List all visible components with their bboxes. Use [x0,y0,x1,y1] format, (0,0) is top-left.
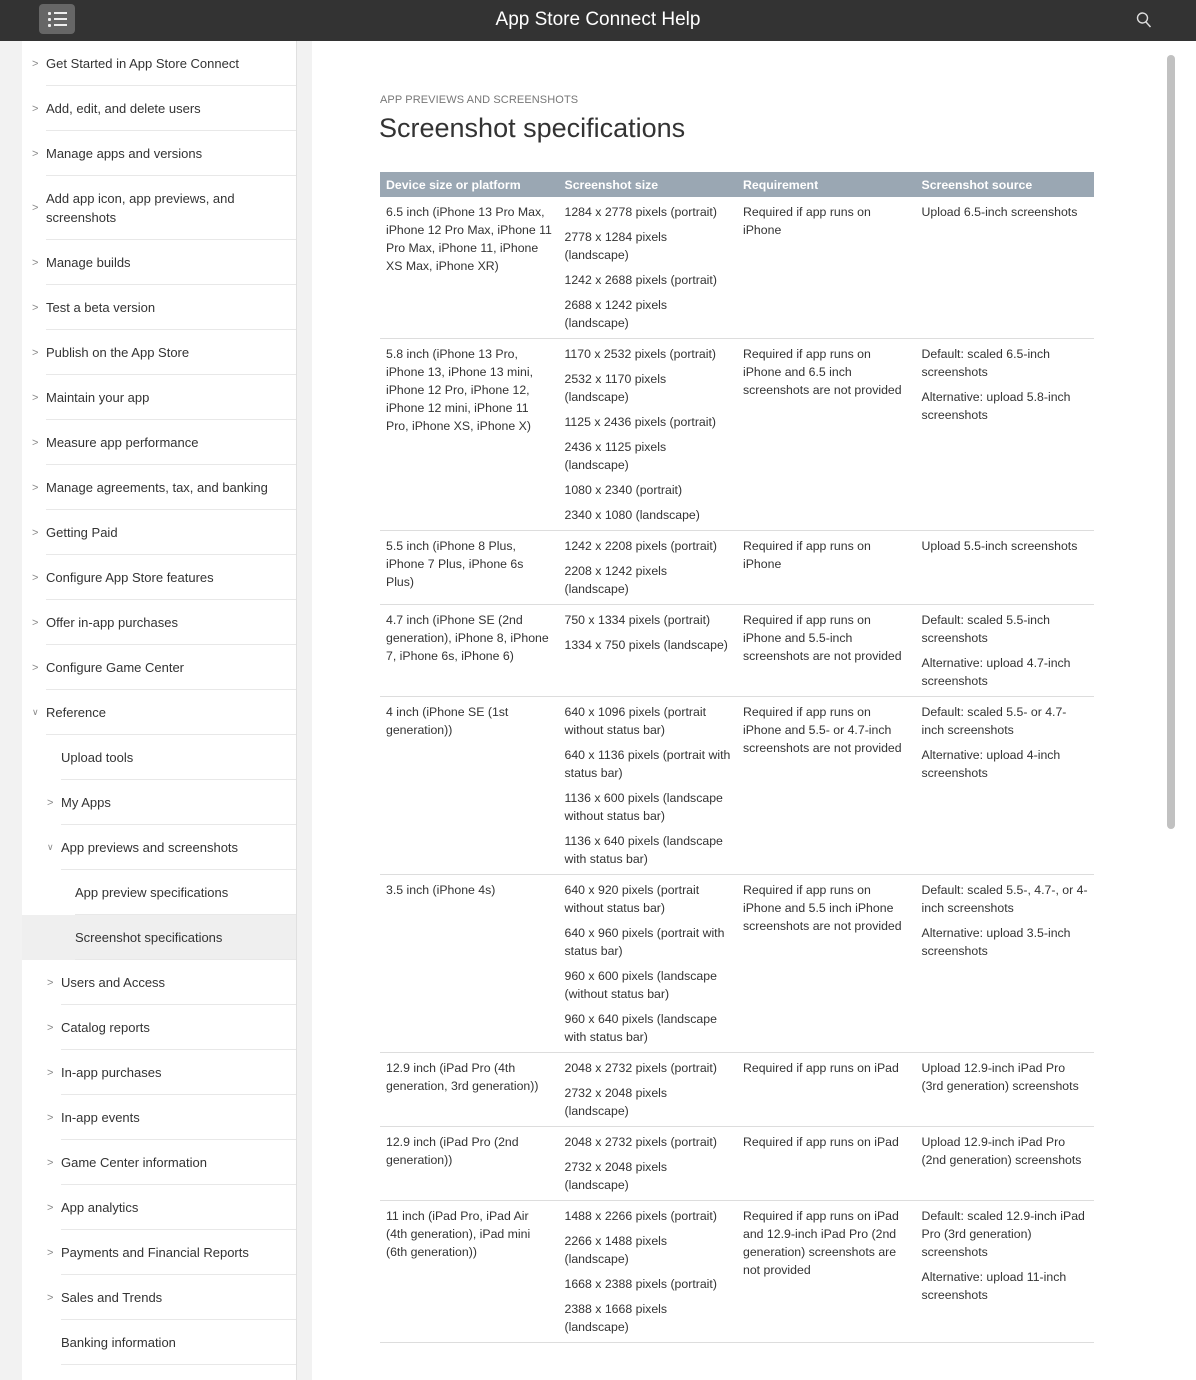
app-title: App Store Connect Help [495,9,701,30]
screenshot-source-cell [916,1053,1095,1127]
requirement-cell: Required if app runs on iPad and 12.9-inch iPad Pro (2nd generation) screenshots are not provided [737,1201,916,1343]
screenshot-size: 2340 x 1080 (landscape) [564,508,700,522]
device-cell: 3.5 inch (iPhone 4s) [380,875,559,1053]
chevron-right-icon: > [32,301,39,314]
chevron-right-icon: > [47,796,54,809]
sidebar-item-manage-builds[interactable] [22,240,296,285]
requirement-cell: Required if app runs on iPhone and 5.5- or 4.7-inch screenshots are not provided [737,697,916,875]
requirement-cell: Required if app runs on iPhone [737,197,916,339]
sidebar-item-my-apps[interactable] [22,780,296,825]
sidebar-nav [22,41,296,1380]
sidebar-item-label: Maintain your app [46,390,150,405]
sidebar-item-offer-in-app-purchases[interactable] [22,600,296,645]
device-cell: 11 inch (iPad Pro, iPad Air (4th generation), iPad mini (6th generation)) [380,1201,559,1343]
sidebar-item-app-previews-and-screenshots[interactable] [22,825,296,870]
sidebar-item-label: My Apps [61,795,111,810]
sidebar-item-label: Configure App Store features [46,570,214,585]
sidebar-item-label: Reference [46,705,106,720]
screenshot-size: 2388 x 1668 pixels (landscape) [564,1302,668,1334]
screenshot-source-cell [916,697,1095,875]
table-row [380,1053,1094,1127]
sidebar-item-add-app-icon-app-previews-and-screenshots[interactable] [22,176,296,240]
screenshot-size: 2688 x 1242 pixels (landscape) [564,298,668,330]
screenshot-size: 2732 x 2048 pixels (landscape) [564,1160,668,1192]
screenshot-source: Default: scaled 5.5-, 4.7-, or 4-inch screenshots [921,883,1088,915]
sidebar-item-upload-tools[interactable] [22,735,296,780]
table-row [380,875,1094,1053]
sidebar-item-payments-and-financial-reports[interactable] [22,1230,296,1275]
chevron-right-icon: > [47,1291,54,1304]
chevron-right-icon: > [47,1246,54,1259]
sidebar-item-test-a-beta-version[interactable] [22,285,296,330]
table-row [380,1201,1094,1343]
screenshot-source: Alternative: upload 4-inch screenshots [921,748,1061,780]
sidebar-item-label: Publish on the App Store [46,345,190,360]
device-cell: 5.5 inch (iPhone 8 Plus, iPhone 7 Plus, iPhone 6s Plus) [380,531,559,605]
screenshot-size: 2532 x 1170 pixels (landscape) [564,372,667,404]
separator [61,1364,296,1365]
requirement-cell: Required if app runs on iPad [737,1053,916,1127]
chevron-right-icon: > [32,526,39,539]
sidebar-item-label: App previews and screenshots [61,840,239,855]
sidebar-item-label: Sales and Trends [61,1290,163,1305]
sidebar-item-measure-app-performance[interactable] [22,420,296,465]
screenshot-size: 750 x 1334 pixels (portrait) [564,613,711,627]
sidebar-item-add-edit-and-delete-users[interactable] [22,86,296,131]
screenshot-size: 2208 x 1242 pixels (landscape) [564,564,668,596]
chevron-right-icon: > [47,976,54,989]
requirement-cell: Required if app runs on iPhone and 6.5 inch screenshots are not provided [737,339,916,531]
requirement-cell: Required if app runs on iPad [737,1127,916,1201]
sidebar-item-label: Getting Paid [46,525,118,540]
screenshot-size: 1125 x 2436 pixels (portrait) [564,415,717,429]
top-bar [0,0,1196,41]
sidebar-item-reference[interactable] [22,690,296,735]
screenshot-size-cell [559,605,738,697]
table-header-row [380,172,1094,197]
divider [296,41,312,1380]
screenshot-size: 1170 x 2532 pixels (portrait) [564,347,717,361]
screenshot-size-cell [559,875,738,1053]
table-row [380,697,1094,875]
screenshot-source: Default: scaled 12.9-inch iPad Pro (3rd generation) screenshots [921,1209,1085,1259]
screenshot-source: Alternative: upload 3.5-inch screenshots [921,926,1071,958]
sidebar-item-label: Manage agreements, tax, and banking [46,480,268,495]
chevron-down-icon: ∨ [47,842,54,852]
screenshot-source-cell [916,1201,1095,1343]
table-row [380,605,1094,697]
column-header-size: Screenshot size [559,172,738,197]
sidebar-item-label: Manage builds [46,255,131,270]
screenshot-size-cell [559,1053,738,1127]
screenshot-source-cell [916,875,1095,1053]
screenshot-size-cell [559,697,738,875]
screenshot-size-cell [559,339,738,531]
sidebar-item-sales-and-trends[interactable] [22,1275,296,1320]
sidebar-item-label: Test a beta version [46,300,156,315]
chevron-right-icon: > [32,571,39,584]
screenshot-source-cell [916,605,1095,697]
column-header-device: Device size or platform [380,172,559,197]
device-cell: 4.7 inch (iPhone SE (2nd generation), iPhone 8, iPhone 7, iPhone 6s, iPhone 6) [380,605,559,697]
screenshot-source-cell [916,197,1095,339]
sidebar-item-label: In-app events [61,1110,140,1125]
screenshot-size-cell [559,1201,738,1343]
screenshot-source: Alternative: upload 4.7-inch screenshots [921,656,1071,688]
requirement-cell: Required if app runs on iPhone [737,531,916,605]
device-cell: 12.9 inch (iPad Pro (4th generation, 3rd generation)) [380,1053,559,1127]
screenshot-source-cell [916,531,1095,605]
screenshot-size: 640 x 1136 pixels (portrait with status bar) [564,748,731,780]
screenshot-size: 1242 x 2688 pixels (portrait) [564,273,717,287]
chevron-right-icon: > [32,346,39,359]
scrollbar[interactable] [1164,41,1196,1380]
sidebar-item-in-app-events[interactable] [22,1095,296,1140]
sidebar-item-label: In-app purchases [61,1065,162,1080]
sidebar-item-configure-game-center[interactable] [22,645,296,690]
chevron-right-icon: > [32,102,39,115]
sidebar-item-label: Game Center information [61,1155,207,1170]
sidebar-item-app-preview-specifications[interactable] [22,870,296,915]
screenshot-size: 1136 x 640 pixels (landscape with status bar) [564,834,723,866]
sidebar-item-get-started-in-app-store-connect[interactable] [22,41,296,86]
screenshot-source-cell [916,1127,1095,1201]
chevron-right-icon: > [32,481,39,494]
sidebar-item-label: Screenshot specifications [75,930,223,945]
chevron-right-icon: > [32,661,39,674]
screenshot-size-cell [559,531,738,605]
screenshot-source: Upload 5.5-inch screenshots [921,539,1078,553]
requirement-cell: Required if app runs on iPhone and 5.5 inch iPhone screenshots are not provided [737,875,916,1053]
chevron-right-icon: > [47,1021,54,1034]
requirement-cell: Required if app runs on iPhone and 5.5-inch screenshots are not provided [737,605,916,697]
sidebar-item-publish-on-the-app-store[interactable] [22,330,296,375]
sidebar-item-label: Measure app performance [46,435,199,450]
sidebar-item-label: Offer in-app purchases [46,615,178,630]
screenshot-size: 960 x 600 pixels (landscape (without status bar) [564,969,717,1001]
screenshot-size: 2048 x 2732 pixels (portrait) [564,1061,717,1075]
sidebar-item-in-app-purchases[interactable] [22,1050,296,1095]
sidebar-item-label: Catalog reports [61,1020,150,1035]
device-cell: 12.9 inch (iPad Pro (2nd generation)) [380,1127,559,1201]
device-cell: 4 inch (iPhone SE (1st generation)) [380,697,559,875]
sidebar-item-label: Get Started in App Store Connect [46,56,239,71]
main-content [312,41,1164,1380]
sidebar-item-label: Banking information [61,1335,176,1350]
sidebar-item-users-and-access[interactable] [22,960,296,1005]
chevron-right-icon: > [32,391,39,404]
screenshot-size: 1284 x 2778 pixels (portrait) [564,205,717,219]
screenshot-source: Alternative: upload 11-inch screenshots [921,1270,1067,1302]
table-row [380,531,1094,605]
sidebar-item-screenshot-specifications[interactable] [22,915,296,960]
chevron-right-icon: > [47,1201,54,1214]
screenshot-source: Upload 12.9-inch iPad Pro (3rd generation) screenshots [921,1061,1079,1093]
column-header-source: Screenshot source [916,172,1095,197]
sidebar-item-label: Configure Game Center [46,660,185,675]
screenshot-size: 2048 x 2732 pixels (portrait) [564,1135,717,1149]
chevron-right-icon: > [32,436,39,449]
screenshot-source: Default: scaled 5.5- or 4.7-inch screenshots [921,705,1067,737]
chevron-right-icon: > [32,616,39,629]
sidebar-item-app-analytics[interactable] [22,1185,296,1230]
sidebar-item-banking-information[interactable] [22,1320,296,1365]
screenshot-source: Default: scaled 5.5-inch screenshots [921,613,1051,645]
screenshot-spec-table [380,172,1094,1343]
sidebar-item-label: Add, edit, and delete users [46,101,201,116]
sidebar-item-configure-app-store-features[interactable] [22,555,296,600]
chevron-right-icon: > [47,1111,54,1124]
screenshot-size: 1334 x 750 pixels (landscape) [564,638,728,652]
screenshot-size: 1488 x 2266 pixels (portrait) [564,1209,717,1223]
chevron-down-icon: ∨ [32,707,39,717]
sidebar-item-manage-apps-and-versions[interactable] [22,131,296,176]
search-icon[interactable] [1136,11,1152,29]
screenshot-source: Upload 6.5-inch screenshots [921,205,1078,219]
screenshot-size: 1242 x 2208 pixels (portrait) [564,539,717,553]
screenshot-source: Upload 12.9-inch iPad Pro (2nd generation) screenshots [921,1135,1082,1167]
screenshot-size: 2732 x 2048 pixels (landscape) [564,1086,668,1118]
chevron-right-icon: > [32,256,39,269]
screenshot-size: 640 x 920 pixels (portrait without status bar) [564,883,700,915]
screenshot-source: Default: scaled 6.5-inch screenshots [921,347,1051,379]
breadcrumb[interactable]: APP PREVIEWS AND SCREENSHOTS [380,94,579,106]
screenshot-size: 2266 x 1488 pixels (landscape) [564,1234,668,1266]
sidebar-item-label: App analytics [61,1200,139,1215]
page-title: Screenshot specifications [379,113,686,143]
table-row [380,197,1094,339]
sidebar-item-label: Upload tools [61,750,134,765]
sidebar-item-label: Add app icon, app previews, and screenshots [46,191,235,225]
screenshot-source: Alternative: upload 5.8-inch screenshots [921,390,1071,422]
table-row [380,339,1094,531]
chevron-right-icon: > [32,147,39,160]
sidebar-item-label: App preview specifications [75,885,229,900]
scrollbar-thumb[interactable] [1167,55,1175,829]
sidebar-item-game-center-information[interactable] [22,1140,296,1185]
device-cell: 6.5 inch (iPhone 13 Pro Max, iPhone 12 Pro Max, iPhone 11 Pro Max, iPhone 11, iPhone XS Max, iPhone XR) [380,197,559,339]
sidebar-item-label: Payments and Financial Reports [61,1245,249,1260]
chevron-right-icon: > [47,1066,54,1079]
screenshot-size-cell [559,197,738,339]
sidebar-item-catalog-reports[interactable] [22,1005,296,1050]
table-row [380,1127,1094,1201]
screenshot-size: 1668 x 2388 pixels (portrait) [564,1277,717,1291]
screenshot-size: 2436 x 1125 pixels (landscape) [564,440,667,472]
screenshot-size: 1136 x 600 pixels (landscape without status bar) [564,791,723,823]
sidebar-item-maintain-your-app[interactable] [22,375,296,420]
screenshot-size-cell [559,1127,738,1201]
sidebar-item-getting-paid[interactable] [22,510,296,555]
sidebar-item-manage-agreements-tax-and-banking[interactable] [22,465,296,510]
chevron-right-icon: > [47,1156,54,1169]
screenshot-size: 2778 x 1284 pixels (landscape) [564,230,668,262]
screenshot-size: 960 x 640 pixels (landscape with status bar) [564,1012,717,1044]
screenshot-size: 1080 x 2340 (portrait) [564,483,683,497]
column-header-requirement: Requirement [737,172,916,197]
screenshot-size: 640 x 1096 pixels (portrait without status bar) [564,705,706,737]
chevron-right-icon: > [32,201,39,214]
sidebar-item-label: Manage apps and versions [46,146,203,161]
screenshot-source-cell [916,339,1095,531]
screenshot-size: 640 x 960 pixels (portrait with status bar) [564,926,725,958]
sidebar-item-label: Users and Access [61,975,166,990]
device-cell: 5.8 inch (iPhone 13 Pro, iPhone 13, iPhone 13 mini, iPhone 12 Pro, iPhone 12, iPhone 12 mini, iPhone 11 Pro, iPhone XS, iPhone X) [380,339,559,531]
chevron-right-icon: > [32,57,39,70]
